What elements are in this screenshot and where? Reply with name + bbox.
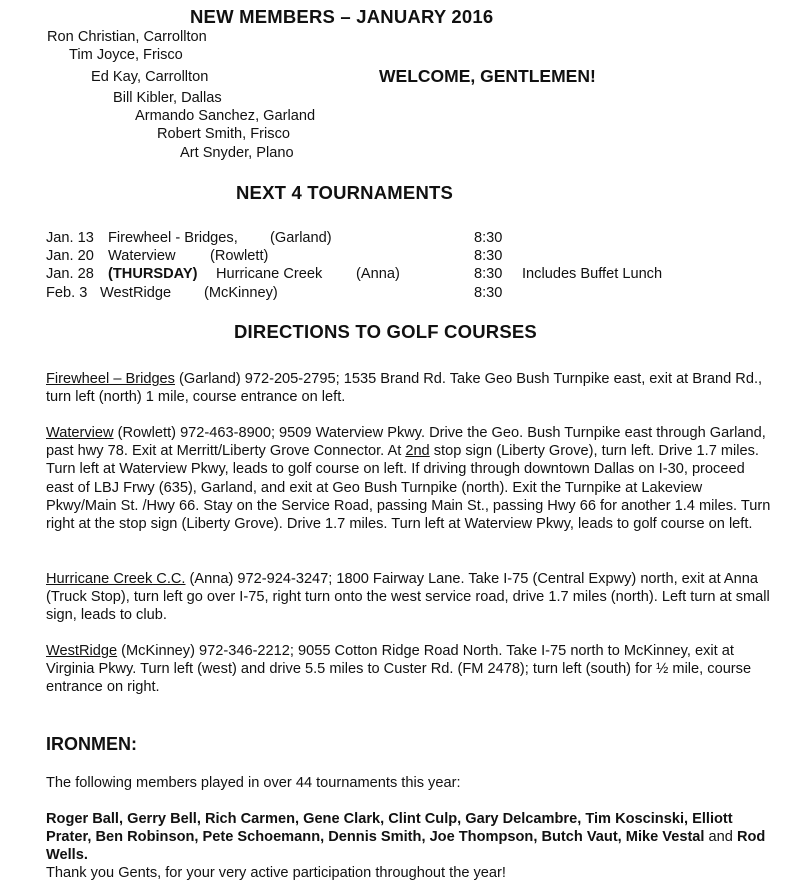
tournament-time: 8:30 [474,230,503,246]
ironmen-intro: The following members played in over 44 tournaments this year: [46,775,461,791]
course-name: Waterview [46,425,114,441]
direction-text: stop sign (Liberty Grove), turn left. Drive 1.7 miles. Turn left at Waterview Pkwy, leads to golf course on left. If driving through downtown Dallas on I-30, proceed east of LBJ Frwy (635), Garland, and exit at Geo Bush Turnpike (north). Exit the Turnpike at Lakeview Pkwy/Main St. /Hwy 66. Stay on the Service Road, passing Main St., passing Hwy 66 for another 1.4 miles. Turn right at the stop sign (Liberty Grove). Drive 1.7 miles. Turn left at Waterview Pkwy, leads to golf course on left. [46,443,771,533]
direction-text: (Anna) 972-924-3247; 1800 Fairway Lane. Take I-75 (Central Expwy) north, exit at Anna (Truck Stop), turn left go over I-75, right turn onto the west service road, drive 1.7 miles (north). Left turn at small sign, leads to club. [46,571,770,624]
member-item: Armando Sanchez, Garland [135,108,316,124]
ironmen-names [46,810,766,865]
ironmen-thanks: Thank you Gents, for your very active participation throughout the year! [46,865,506,881]
member-item: Bill Kibler, Dallas [113,90,222,106]
direction-text: (Rowlett) 972-463-8900; 9509 Waterview Pkwy. Drive the Geo. Bush Turnpike east through Garland, past hwy 78. Exit at Merritt/Liberty Grove Connector. At [46,425,766,460]
direction-waterview [46,424,776,533]
tournament-note: Includes Buffet Lunch [522,266,663,282]
tournament-date: Feb. 3 [46,285,88,301]
course-name: Hurricane Creek C.C. [46,571,186,587]
direction-text: (Garland) 972-205-2795; 1535 Brand Rd. Take Geo Bush Turnpike east, exit at Brand Rd., turn left (north) 1 mile, course entrance on left. [46,371,763,406]
tournament-time: 8:30 [474,248,503,264]
tournament-date: Jan. 13 [46,230,94,246]
tournament-city: (McKinney) [204,285,278,301]
direction-emphasis: 2nd [405,443,430,460]
member-item: Art Snyder, Plano [180,145,294,161]
page-title: NEW MEMBERS – JANUARY 2016 [190,6,494,27]
tournament-course: Waterview [108,248,176,264]
tournament-city: (Garland) [270,230,332,246]
tournament-course: Hurricane Creek [216,266,323,282]
member-item: Ed Kay, Carrollton [91,69,209,85]
course-name: Firewheel – Bridges [46,371,175,387]
tournaments-heading: NEXT 4 TOURNAMENTS [236,182,454,203]
direction-westridge [46,642,776,697]
course-name: WestRidge [46,643,118,659]
tournament-time: 8:30 [474,266,503,282]
tournament-course: Firewheel - Bridges, [108,230,238,246]
tournament-city: (Anna) [356,266,400,282]
member-item: Ron Christian, Carrollton [47,29,207,45]
tournament-course: WestRidge [100,285,172,301]
tournament-city: (Rowlett) [210,248,269,264]
member-item: Robert Smith, Frisco [157,126,290,142]
welcome-heading: WELCOME, GENTLEMEN! [379,66,596,86]
direction-text: (McKinney) 972-346-2212; 9055 Cotton Ridge Road North. Take I-75 north to McKinney, exit at Virginia Pkwy. Turn left (west) and drive 5.5 miles to Custer Rd. (FM 2478); turn left (south) for ½ mile, course entrance on right. [46,643,752,696]
tournament-date: Jan. 20 [46,248,94,264]
tournament-date: Jan. 28 [46,266,94,282]
directions-heading: DIRECTIONS TO GOLF COURSES [234,321,537,342]
tournament-time: 8:30 [474,285,503,301]
direction-hurricane-creek [46,570,776,625]
member-item: Tim Joyce, Frisco [69,47,183,63]
direction-firewheel [46,370,776,406]
tournament-day-note: (THURSDAY) [108,266,198,282]
ironmen-and: and [704,829,737,846]
ironmen-heading: IRONMEN: [46,734,137,754]
ironmen-name-last: Rod Wells. [46,829,766,864]
ironmen-name-list: Roger Ball, Gerry Bell, Rich Carmen, Gene Clark, Clint Culp, Gary Delcambre, Tim Koscinski, Elliott Prater, Ben Robinson, Pete Schoemann, Dennis Smith, Joe Thompson, Butch Vaut, Mike Vestal [46,811,733,846]
